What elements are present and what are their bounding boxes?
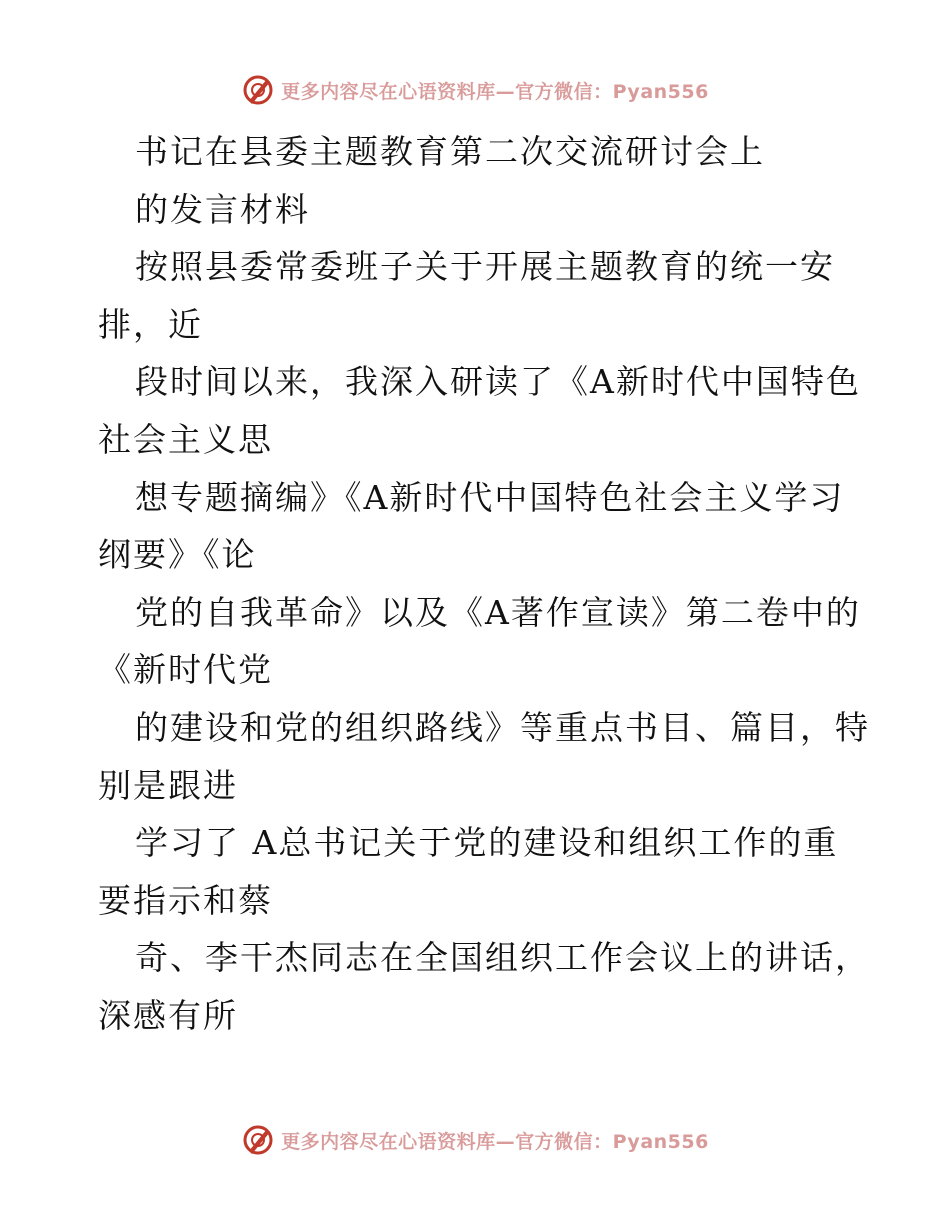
text-line: 纲要》《论 [98,535,257,575]
text-line: 社会主义思 [98,419,273,459]
text-line: 深感有所 [98,995,238,1035]
text-line: 按照县委常委班子关于开展主题教育的统一安 [135,247,835,287]
text-line: 奇、李干杰同志在全国组织工作会议上的讲话， [135,938,870,978]
text-line: 党的自我革命》以及《A著作宣读》第二卷中的 [135,592,861,632]
pen-logo-icon [241,1123,275,1157]
watermark-text: 更多内容尽在心语资料库—官方微信：Pyan556 [281,1130,709,1153]
header-watermark [0,70,950,110]
text-line: 书记在县委主题教育第二次交流研讨会上 [135,132,765,171]
text-line: 排，近 [98,304,203,344]
text-line: 想专题摘编》《A新时代中国特色社会主义学习 [135,477,845,517]
text-line: 《新时代党 [98,650,273,690]
document-body [98,123,868,1045]
text-line: 别是跟进 [98,765,238,805]
text-line: 的发言材料 [135,189,310,229]
pen-logo-icon [241,73,275,107]
text-line: 学习了 A总书记关于党的建设和组织工作的重 [135,823,839,863]
text-line: 要指示和蔡 [98,880,273,920]
text-line: 的建设和党的组织路线》等重点书目、篇目，特 [135,707,870,747]
watermark-text: 更多内容尽在心语资料库—官方微信：Pyan556 [281,80,709,103]
footer-watermark [0,1120,950,1160]
text-line: 段时间以来，我深入研读了《A新时代中国特色 [135,362,861,402]
